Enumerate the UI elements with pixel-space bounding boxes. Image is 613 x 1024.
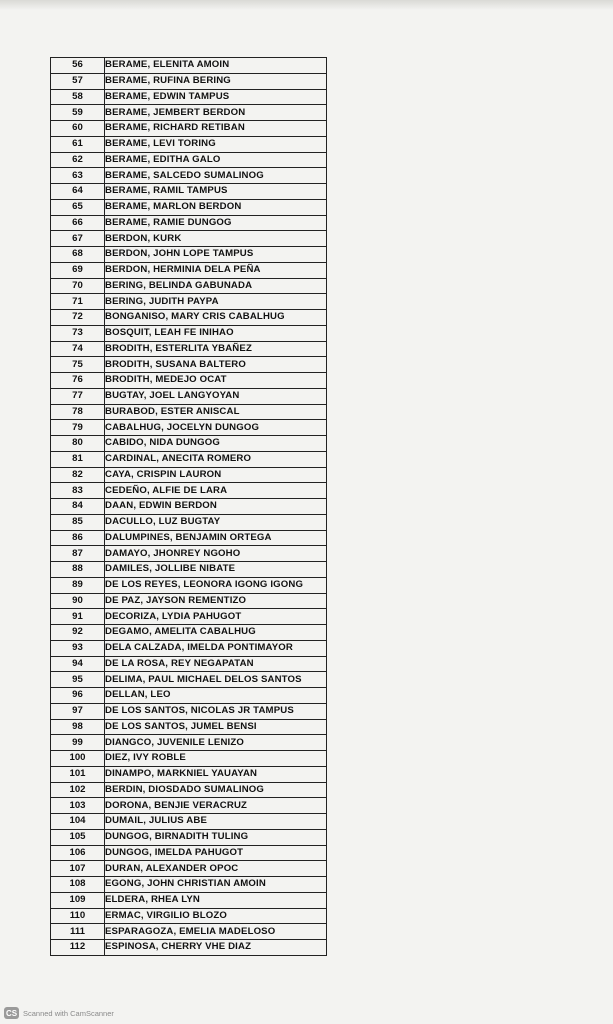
person-name: BURABOD, ESTER ANISCAL — [105, 404, 327, 420]
person-name: DIANGCO, JUVENILE LENIZO — [105, 735, 327, 751]
table-row — [51, 325, 327, 341]
person-name: DAMILES, JOLLIBE NIBATE — [105, 562, 327, 578]
person-name: CARDINAL, ANECITA ROMERO — [105, 451, 327, 467]
person-name: BERING, BELINDA GABUNADA — [105, 278, 327, 294]
person-name: BERING, JUDITH PAYPA — [105, 294, 327, 310]
table-row — [51, 467, 327, 483]
person-name: BERAME, MARLON BERDON — [105, 199, 327, 215]
person-name: ERMAC, VIRGILIO BLOZO — [105, 908, 327, 924]
row-number: 110 — [51, 908, 105, 924]
scanner-watermark — [4, 1007, 114, 1019]
table-row — [51, 451, 327, 467]
row-number: 76 — [51, 373, 105, 389]
person-name: DAAN, EDWIN BERDON — [105, 499, 327, 515]
row-number: 69 — [51, 262, 105, 278]
watermark-text: Scanned with CamScanner — [23, 1008, 114, 1018]
row-number: 96 — [51, 688, 105, 704]
row-number: 92 — [51, 625, 105, 641]
person-name: BERAME, JEMBERT BERDON — [105, 105, 327, 121]
table-row — [51, 577, 327, 593]
person-name: BRODITH, MEDEJO OCAT — [105, 373, 327, 389]
table-row — [51, 530, 327, 546]
table-row — [51, 798, 327, 814]
table-row — [51, 609, 327, 625]
row-number: 111 — [51, 924, 105, 940]
table-row — [51, 719, 327, 735]
table-row — [51, 168, 327, 184]
person-name: DE LOS REYES, LEONORA IGONG IGONG — [105, 577, 327, 593]
paper-edge — [0, 0, 613, 10]
table-row — [51, 892, 327, 908]
person-name: DORONA, BENJIE VERACRUZ — [105, 798, 327, 814]
table-row — [51, 688, 327, 704]
table-row — [51, 483, 327, 499]
row-number: 95 — [51, 672, 105, 688]
table-row — [51, 121, 327, 137]
row-number: 86 — [51, 530, 105, 546]
table-row — [51, 184, 327, 200]
table-row — [51, 89, 327, 105]
person-name: DAMAYO, JHONREY NGOHO — [105, 546, 327, 562]
row-number: 61 — [51, 136, 105, 152]
person-name: DEGAMO, AMELITA CABALHUG — [105, 625, 327, 641]
row-number: 102 — [51, 782, 105, 798]
table-row — [51, 908, 327, 924]
row-number: 107 — [51, 861, 105, 877]
table-row — [51, 735, 327, 751]
table-row — [51, 814, 327, 830]
row-number: 93 — [51, 640, 105, 656]
row-number: 80 — [51, 436, 105, 452]
table-row — [51, 940, 327, 956]
table-row — [51, 766, 327, 782]
row-number: 85 — [51, 514, 105, 530]
row-number: 60 — [51, 121, 105, 137]
table-row — [51, 436, 327, 452]
row-number: 87 — [51, 546, 105, 562]
person-name: BERAME, RUFINA BERING — [105, 73, 327, 89]
row-number: 105 — [51, 829, 105, 845]
person-name: BERDIN, DIOSDADO SUMALINOG — [105, 782, 327, 798]
table-row — [51, 420, 327, 436]
person-name: BRODITH, ESTERLITA YBAÑEZ — [105, 341, 327, 357]
table-row — [51, 829, 327, 845]
table-row — [51, 58, 327, 74]
person-name: DIEZ, IVY ROBLE — [105, 751, 327, 767]
table-row — [51, 656, 327, 672]
person-name: BOSQUIT, LEAH FE INIHAO — [105, 325, 327, 341]
table-row — [51, 861, 327, 877]
table-row — [51, 514, 327, 530]
person-name: DE LOS SANTOS, NICOLAS JR TAMPUS — [105, 703, 327, 719]
person-name: DINAMPO, MARKNIEL YAUAYAN — [105, 766, 327, 782]
person-name: BERDON, KURK — [105, 231, 327, 247]
table-row — [51, 640, 327, 656]
table-row — [51, 751, 327, 767]
row-number: 75 — [51, 357, 105, 373]
row-number: 70 — [51, 278, 105, 294]
table-row — [51, 105, 327, 121]
row-number: 98 — [51, 719, 105, 735]
row-number: 100 — [51, 751, 105, 767]
row-number: 99 — [51, 735, 105, 751]
table-row — [51, 73, 327, 89]
table-row — [51, 593, 327, 609]
table-row — [51, 625, 327, 641]
table-row — [51, 499, 327, 515]
person-name: DURAN, ALEXANDER OPOC — [105, 861, 327, 877]
table-row — [51, 278, 327, 294]
person-name: BERDON, HERMINIA DELA PEÑA — [105, 262, 327, 278]
person-name: BERAME, RAMIE DUNGOG — [105, 215, 327, 231]
row-number: 77 — [51, 388, 105, 404]
table-row — [51, 782, 327, 798]
row-number: 103 — [51, 798, 105, 814]
person-name: DUMAIL, JULIUS ABE — [105, 814, 327, 830]
table-row — [51, 404, 327, 420]
person-name: CABALHUG, JOCELYN DUNGOG — [105, 420, 327, 436]
person-name: BERAME, ELENITA AMOIN — [105, 58, 327, 74]
person-name: BERAME, RAMIL TAMPUS — [105, 184, 327, 200]
row-number: 57 — [51, 73, 105, 89]
row-number: 63 — [51, 168, 105, 184]
row-number: 112 — [51, 940, 105, 956]
row-number: 108 — [51, 877, 105, 893]
row-number: 90 — [51, 593, 105, 609]
row-number: 66 — [51, 215, 105, 231]
row-number: 88 — [51, 562, 105, 578]
row-number: 74 — [51, 341, 105, 357]
row-number: 68 — [51, 247, 105, 263]
row-number: 56 — [51, 58, 105, 74]
table-row — [51, 373, 327, 389]
person-name: BERAME, SALCEDO SUMALINOG — [105, 168, 327, 184]
person-name: ELDERA, RHEA LYN — [105, 892, 327, 908]
person-name: BRODITH, SUSANA BALTERO — [105, 357, 327, 373]
person-name: BUGTAY, JOEL LANGYOYAN — [105, 388, 327, 404]
table-row — [51, 357, 327, 373]
table-row — [51, 341, 327, 357]
person-name: BERDON, JOHN LOPE TAMPUS — [105, 247, 327, 263]
table-row — [51, 152, 327, 168]
row-number: 72 — [51, 310, 105, 326]
table-row — [51, 294, 327, 310]
person-name: EGONG, JOHN CHRISTIAN AMOIN — [105, 877, 327, 893]
row-number: 89 — [51, 577, 105, 593]
row-number: 101 — [51, 766, 105, 782]
person-name: DELIMA, PAUL MICHAEL DELOS SANTOS — [105, 672, 327, 688]
row-number: 84 — [51, 499, 105, 515]
person-name: DALUMPINES, BENJAMIN ORTEGA — [105, 530, 327, 546]
person-name: DUNGOG, IMELDA PAHUGOT — [105, 845, 327, 861]
person-name: BERAME, EDWIN TAMPUS — [105, 89, 327, 105]
row-number: 78 — [51, 404, 105, 420]
table-row — [51, 231, 327, 247]
person-name: BERAME, LEVI TORING — [105, 136, 327, 152]
person-name: BERAME, EDITHA GALO — [105, 152, 327, 168]
row-number: 83 — [51, 483, 105, 499]
row-number: 62 — [51, 152, 105, 168]
table-row — [51, 388, 327, 404]
person-name: DE LOS SANTOS, JUMEL BENSI — [105, 719, 327, 735]
person-name: BERAME, RICHARD RETIBAN — [105, 121, 327, 137]
row-number: 104 — [51, 814, 105, 830]
table-row — [51, 877, 327, 893]
table-row — [51, 136, 327, 152]
person-name: DECORIZA, LYDIA PAHUGOT — [105, 609, 327, 625]
row-number: 71 — [51, 294, 105, 310]
row-number: 82 — [51, 467, 105, 483]
camscanner-logo-icon: CS — [5, 1008, 18, 1018]
person-name: DUNGOG, BIRNADITH TULING — [105, 829, 327, 845]
table-row — [51, 215, 327, 231]
person-name: DACULLO, LUZ BUGTAY — [105, 514, 327, 530]
person-name: DE PAZ, JAYSON REMENTIZO — [105, 593, 327, 609]
table-row — [51, 546, 327, 562]
table-row — [51, 247, 327, 263]
row-number: 91 — [51, 609, 105, 625]
row-number: 58 — [51, 89, 105, 105]
person-name: CABIDO, NIDA DUNGOG — [105, 436, 327, 452]
person-name: DELLAN, LEO — [105, 688, 327, 704]
person-name: CAYA, CRISPIN LAURON — [105, 467, 327, 483]
person-name: ESPARAGOZA, EMELIA MADELOSO — [105, 924, 327, 940]
row-number: 67 — [51, 231, 105, 247]
person-name: BONGANISO, MARY CRIS CABALHUG — [105, 310, 327, 326]
table-row — [51, 672, 327, 688]
row-number: 79 — [51, 420, 105, 436]
row-number: 64 — [51, 184, 105, 200]
row-number: 65 — [51, 199, 105, 215]
table-row — [51, 562, 327, 578]
person-name: CEDEÑO, ALFIE DE LARA — [105, 483, 327, 499]
row-number: 81 — [51, 451, 105, 467]
row-number: 106 — [51, 845, 105, 861]
row-number: 94 — [51, 656, 105, 672]
row-number: 59 — [51, 105, 105, 121]
person-name: ESPINOSA, CHERRY VHE DIAZ — [105, 940, 327, 956]
row-number: 109 — [51, 892, 105, 908]
table-row — [51, 310, 327, 326]
table-row — [51, 703, 327, 719]
row-number: 73 — [51, 325, 105, 341]
person-name: DELA CALZADA, IMELDA PONTIMAYOR — [105, 640, 327, 656]
name-list-table — [50, 57, 327, 956]
name-list-body — [51, 58, 327, 956]
table-row — [51, 924, 327, 940]
person-name: DE LA ROSA, REY NEGAPATAN — [105, 656, 327, 672]
table-row — [51, 262, 327, 278]
table-row — [51, 199, 327, 215]
table-row — [51, 845, 327, 861]
row-number: 97 — [51, 703, 105, 719]
